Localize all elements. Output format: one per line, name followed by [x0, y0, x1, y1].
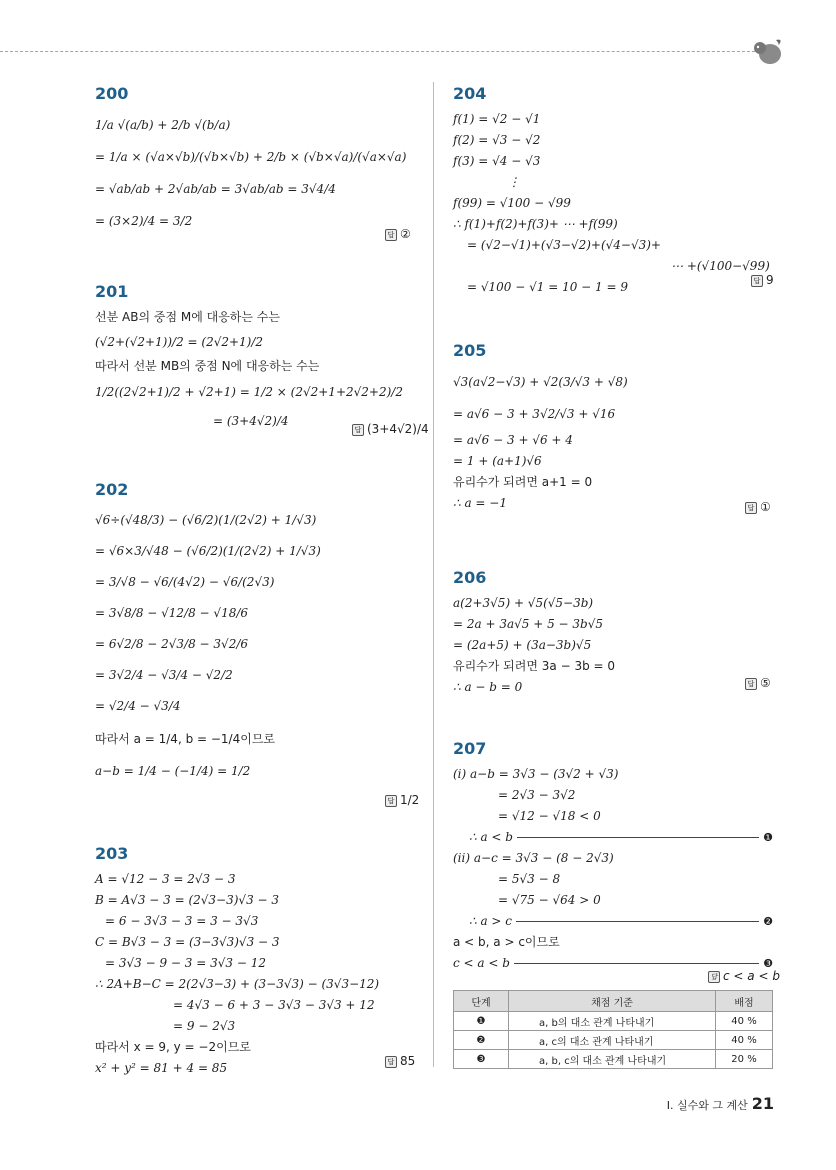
table-header: 채점 기준	[509, 991, 716, 1012]
solution-line: = a√6 − 3 + 3√2/√3 + √16	[453, 407, 616, 421]
table-cell: 40 %	[716, 1031, 773, 1050]
solution-line: 따라서 a = 1/4, b = −1/4이므로	[95, 732, 276, 746]
solution-line: A = √12 − 3 = 2√3 − 3	[95, 872, 236, 886]
solution-line: = 6 − 3√3 − 3 = 3 − 3√3	[105, 914, 259, 928]
solution-line: ∴ a − b = 0	[453, 680, 523, 694]
table-header-row	[454, 991, 773, 1012]
answer-205: 답 ①	[745, 500, 771, 514]
solution-line: = √12 − √18 < 0	[498, 809, 601, 823]
solution-line: 유리수가 되려면 a+1 = 0	[453, 475, 593, 489]
step-line: c < a < b ❸	[453, 956, 773, 970]
answer-box-icon: 답	[745, 502, 757, 514]
solution-line: = (2a+5) + (3a−3b)√5	[453, 638, 592, 652]
solution-line: = 3√8/8 − √12/8 − √18/6	[95, 606, 249, 620]
solution-line: (i) a−b = 3√3 − (3√2 + √3)	[453, 767, 619, 781]
solution-line: = 1 + (a+1)√6	[453, 454, 542, 468]
problem-number: 207	[453, 739, 487, 758]
page-number: 21	[751, 1094, 774, 1113]
answer-box-icon: 답	[751, 275, 763, 287]
step-line: ∴ a < b ❶	[469, 830, 773, 844]
answer-206: 답 ⑤	[745, 676, 771, 690]
chapter-title: Ⅰ. 실수와 그 계산	[666, 1099, 748, 1112]
answer-box-icon: 답	[745, 678, 757, 690]
problem-number: 204	[453, 84, 487, 103]
table-cell: ❸	[454, 1050, 509, 1069]
table-header: 단계	[454, 991, 509, 1012]
top-dashed-rule	[0, 51, 760, 52]
problem-number: 200	[95, 84, 129, 103]
solution-line: (√2+(√2+1))/2 = (2√2+1)/2	[95, 335, 264, 349]
solution-line: = 3√2/4 − √3/4 − √2/2	[95, 668, 233, 682]
problem-number: 203	[95, 844, 129, 863]
problem-206	[453, 568, 783, 698]
solution-line: ⋮	[508, 175, 520, 189]
table-header: 배점	[716, 991, 773, 1012]
answer-202: 답 1/2	[385, 793, 419, 807]
solution-line: √6÷(√48/3) − (√6/2)(1/(2√2) + 1/√3)	[95, 513, 317, 527]
table-cell: a, b, c의 대소 관계 나타내기	[509, 1050, 716, 1069]
solution-line: ⋯ +(√100−√99)	[671, 259, 770, 273]
solution-line: = 1/a × (√a×√b)/(√b×√b) + 2/b × (√b×√a)/(√a×√a)	[95, 150, 407, 164]
solution-line: = 6√2/8 − 2√3/8 − 3√2/6	[95, 637, 249, 651]
solution-line: 1/a √(a/b) + 2/b √(b/a)	[95, 118, 231, 132]
solution-line: = (3+4√2)/4	[213, 414, 289, 428]
solution-line: = 9 − 2√3	[173, 1019, 236, 1033]
answer-box-icon: 답	[352, 424, 364, 436]
solution-line: a−b = 1/4 − (−1/4) = 1/2	[95, 764, 251, 778]
scoring-table	[453, 990, 773, 1069]
problem-207	[453, 739, 773, 974]
table-row	[454, 1012, 773, 1031]
problem-204	[453, 84, 783, 298]
answer-201: 답 (3+4√2)/4	[352, 422, 429, 436]
solution-line: = a√6 − 3 + √6 + 4	[453, 433, 573, 447]
problem-number: 205	[453, 341, 487, 360]
solution-line: a < b, a > c이므로	[453, 935, 560, 949]
solution-line: f(3) = √4 − √3	[453, 154, 541, 168]
table-cell: a, b의 대소 관계 나타내기	[509, 1012, 716, 1031]
solution-line: = 3√3 − 9 − 3 = 3√3 − 12	[105, 956, 266, 970]
answer-200: 답 ②	[385, 227, 411, 241]
solution-line: ∴ a = −1	[453, 496, 507, 510]
solution-line: √3(a√2−√3) + √2(3/√3 + √8)	[453, 375, 628, 389]
answer-box-icon: 답	[385, 795, 397, 807]
problem-number: 202	[95, 480, 129, 499]
page-footer	[667, 1094, 774, 1113]
problem-200	[95, 84, 425, 237]
solution-line: ∴ 2A+B−C = 2(2√3−3) + (3−3√3) − (3√3−12)	[95, 977, 380, 991]
table-cell: 40 %	[716, 1012, 773, 1031]
table-row	[454, 1050, 773, 1069]
solution-line: B = A√3 − 3 = (2√3−3)√3 − 3	[95, 893, 280, 907]
solution-line: (ii) a−c = 3√3 − (8 − 2√3)	[453, 851, 614, 865]
solution-line: = √75 − √64 > 0	[498, 893, 601, 907]
solution-line: = √6×3/√48 − (√6/2)(1/(2√2) + 1/√3)	[95, 544, 321, 558]
table-cell: ❷	[454, 1031, 509, 1050]
solution-line: = 3/√8 − √6/(4√2) − √6/(2√3)	[95, 575, 275, 589]
solution-line: f(2) = √3 − √2	[453, 133, 541, 147]
answer-204: 답 9	[751, 273, 774, 287]
solution-line: = √100 − √1 = 10 − 1 = 9	[467, 280, 628, 294]
solution-line: x² + y² = 81 + 4 = 85	[95, 1061, 228, 1075]
solution-line: = 4√3 − 6 + 3 − 3√3 − 3√3 + 12	[173, 998, 375, 1012]
solution-line: = (3×2)/4 = 3/2	[95, 214, 193, 228]
solution-line: C = B√3 − 3 = (3−3√3)√3 − 3	[95, 935, 280, 949]
step-line: ∴ a > c ❷	[469, 914, 773, 928]
answer-207: 답 c < a < b	[708, 969, 780, 983]
answer-box-icon: 답	[708, 971, 720, 983]
solution-line: = 5√3 − 8	[498, 872, 561, 886]
solution-line: = 2√3 − 3√2	[498, 788, 576, 802]
problem-201	[95, 282, 425, 435]
problem-number: 206	[453, 568, 487, 587]
solution-line: = √2/4 − √3/4	[95, 699, 181, 713]
solution-line: f(99) = √100 − √99	[453, 196, 571, 210]
solution-line: 1/2((2√2+1)/2 + √2+1) = 1/2 × (2√2+1+2√2+2)/2	[95, 385, 403, 399]
solution-line: = √ab/ab + 2√ab/ab = 3√ab/ab = 3√4/4	[95, 182, 336, 196]
answer-203: 답 85	[385, 1054, 415, 1068]
solution-line: 따라서 선분 MB의 중점 N에 대응하는 수는	[95, 359, 320, 373]
answer-box-icon: 답	[385, 229, 397, 241]
solution-line: 선분 AB의 중점 M에 대응하는 수는	[95, 310, 280, 324]
table-cell: ❶	[454, 1012, 509, 1031]
solution-line: = (√2−√1)+(√3−√2)+(√4−√3)+	[467, 238, 661, 252]
solution-line: ∴ f(1)+f(2)+f(3)+ ⋯ +f(99)	[453, 217, 618, 231]
solution-line: = 2a + 3a√5 + 5 − 3b√5	[453, 617, 604, 631]
solution-line: a(2+3√5) + √5(√5−3b)	[453, 596, 594, 610]
table-cell: 20 %	[716, 1050, 773, 1069]
column-divider	[433, 82, 434, 1067]
solution-line: f(1) = √2 − √1	[453, 112, 541, 126]
solution-line: 유리수가 되려면 3a − 3b = 0	[453, 659, 616, 673]
problem-202	[95, 480, 425, 786]
problem-205	[453, 341, 783, 514]
table-cell: a, c의 대소 관계 나타내기	[509, 1031, 716, 1050]
solution-line: 따라서 x = 9, y = −2이므로	[95, 1040, 251, 1054]
problem-number: 201	[95, 282, 129, 301]
problem-203	[95, 844, 425, 1079]
squirrel-mascot-icon	[748, 36, 784, 68]
answer-box-icon: 답	[385, 1056, 397, 1068]
table-row	[454, 1031, 773, 1050]
